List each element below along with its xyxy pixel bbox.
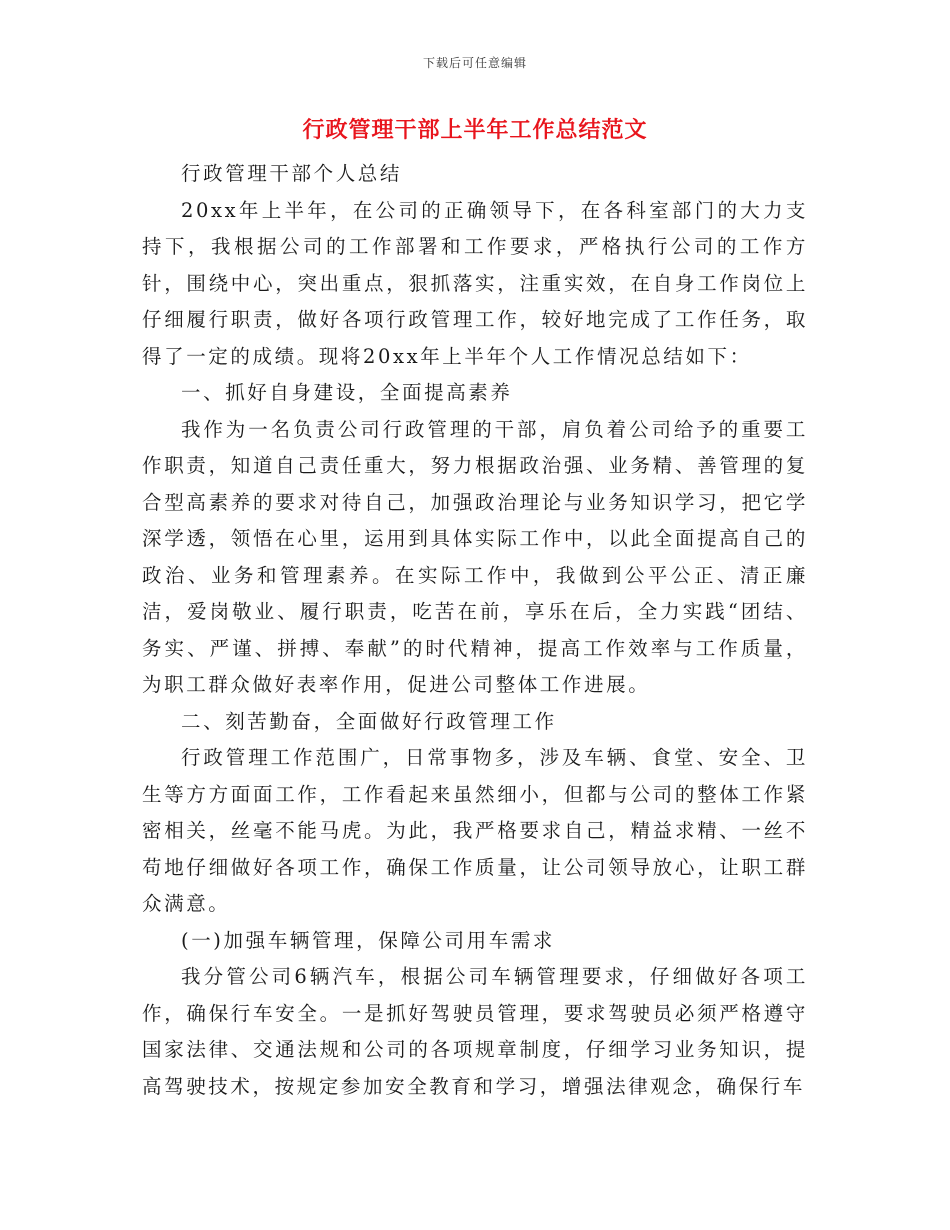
page-header-note: 下载后可任意编辑 [422, 56, 527, 70]
paragraph: 20xx年上半年，在公司的正确领导下，在各科室部门的大力支持下，我根据公司的工作部署和工作要求，严格执行公司的工作方针，围绕中心，突出重点，狠抓落实，注重实效，在自身工作岗位上仔细履行职责，做好各项行政管理工作，较好地完成了工作任务，取得了一定的成绩。现将20xx年上半年个人工作情况总结如下： [142, 198, 808, 368]
paragraph: 行政管理工作范围广，日常事物多，涉及车辆、食堂、安全、卫生等方方面面工作，工作看起来虽然细小，但都与公司的整体工作紧密相关，丝毫不能马虎。为此，我严格要求自己，精益求精、一丝不苟地仔细做好各项工作，确保工作质量，让公司领导放心，让职工群众满意。 [142, 746, 808, 915]
section-heading: 一、抓好自身建设，全面提高素养 [181, 381, 513, 404]
section-heading: 二、刻苦勤奋，全面做好行政管理工作 [181, 709, 557, 733]
paragraph: 我作为一名负责公司行政管理的干部，肩负着公司给予的重要工作职责，知道自己责任重大，努力根据政治强、业务精、善管理的复合型高素养的要求对待自己，加强政治理论与业务知识学习，把它学深学透，领悟在心里，运用到具体实际工作中，以此全面提高自己的政治、业务和管理素养。在实际工作中，我做到公平公正、清正廉洁，爱岗敬业、履行职责，吃苦在前，享乐在后，全力实践“团结、务实、严谨、拼搏、奉献”的时代精神，提高工作效率与工作质量，为职工群众做好表率作用，促进公司整体工作进展。 [142, 417, 808, 696]
paragraph-intro-heading: 行政管理干部个人总结 [181, 162, 403, 185]
document-body [142, 156, 808, 1105]
subsection-heading: (一)加强车辆管理，保障公司用车需求 [181, 928, 556, 952]
document-title: 行政管理干部上半年工作总结范文 [302, 118, 648, 143]
paragraph: 我分管公司6辆汽车，根据公司车辆管理要求，仔细做好各项工作，确保行车安全。一是抓好驾驶员管理，要求驾驶员必须严格遵守国家法律、交通法规和公司的各项规章制度，仔细学习业务知识，提高驾驶技术，按规定参加安全教育和学习，增强法律观念，确保行车 [142, 965, 808, 1098]
